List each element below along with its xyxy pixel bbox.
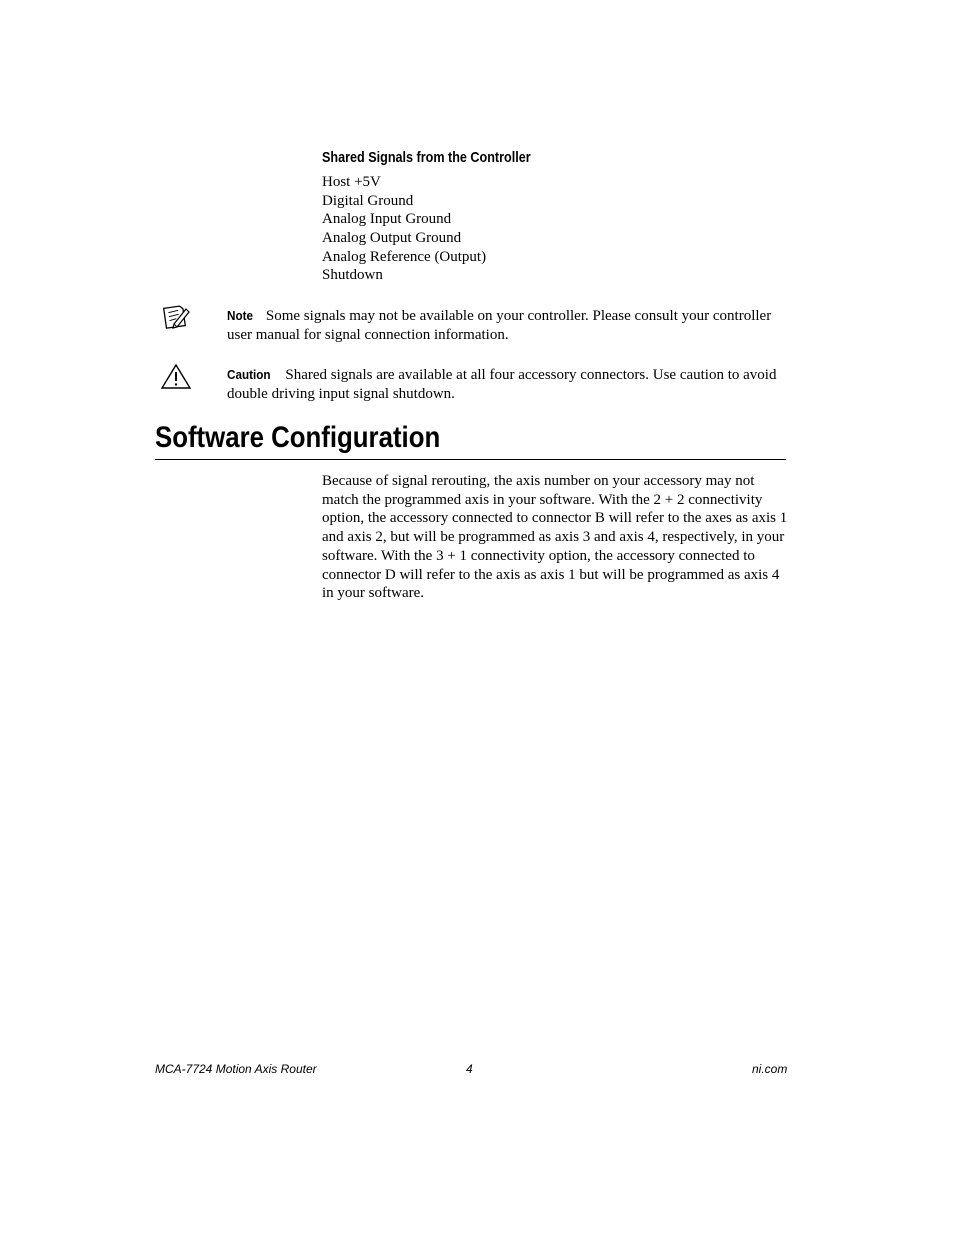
list-item: Analog Input Ground — [322, 211, 452, 228]
footer-website: ni.com — [752, 1062, 788, 1076]
note-icon — [162, 304, 190, 330]
caution-callout — [227, 366, 787, 403]
caution-label — [227, 367, 275, 382]
body-paragraph: Because of signal rerouting, the axis number on your accessory may not match the programmed axis in your software. With the 2 + 2 connectivity option, the accessory connected to connector B will refer to the axes as axis 1 and axis 2, but will be programmed as axis 3 and axis 4, respectively, in your software. With the 3 + 1 connectivity option, the accessory connected to connector D will refer to the axis as axis 1 but will be programmed as axis 4 in your software. — [322, 473, 788, 602]
list-item: Shutdown — [322, 267, 383, 284]
list-item: Host +5V — [322, 174, 381, 190]
caution-icon — [160, 363, 192, 390]
note-label-text: Note — [227, 308, 254, 323]
caution-label-text: Caution — [227, 367, 271, 382]
shared-signals-heading — [322, 149, 570, 167]
footer-document-title: MCA-7724 Motion Axis Router — [155, 1062, 317, 1076]
note-text: Some signals may not be available on your controller. Please consult your controller user manual for signal connection information. — [227, 308, 772, 343]
section-divider — [155, 459, 786, 460]
section-title-text: Software Configuration — [155, 421, 441, 454]
footer-page-number: 4 — [466, 1062, 473, 1076]
shared-signals-heading-text: Shared Signals from the Controller — [322, 149, 531, 166]
list-item: Analog Reference (Output) — [322, 248, 487, 265]
list-item: Analog Output Ground — [322, 230, 462, 247]
shared-signals-list — [322, 173, 486, 285]
list-item: Digital Ground — [322, 192, 414, 209]
caution-text: Shared signals are available at all four accessory connectors. Use caution to avoid double driving input signal shutdown. — [227, 367, 777, 402]
section-title — [155, 418, 487, 458]
note-callout — [227, 307, 787, 344]
note-label — [227, 308, 256, 323]
